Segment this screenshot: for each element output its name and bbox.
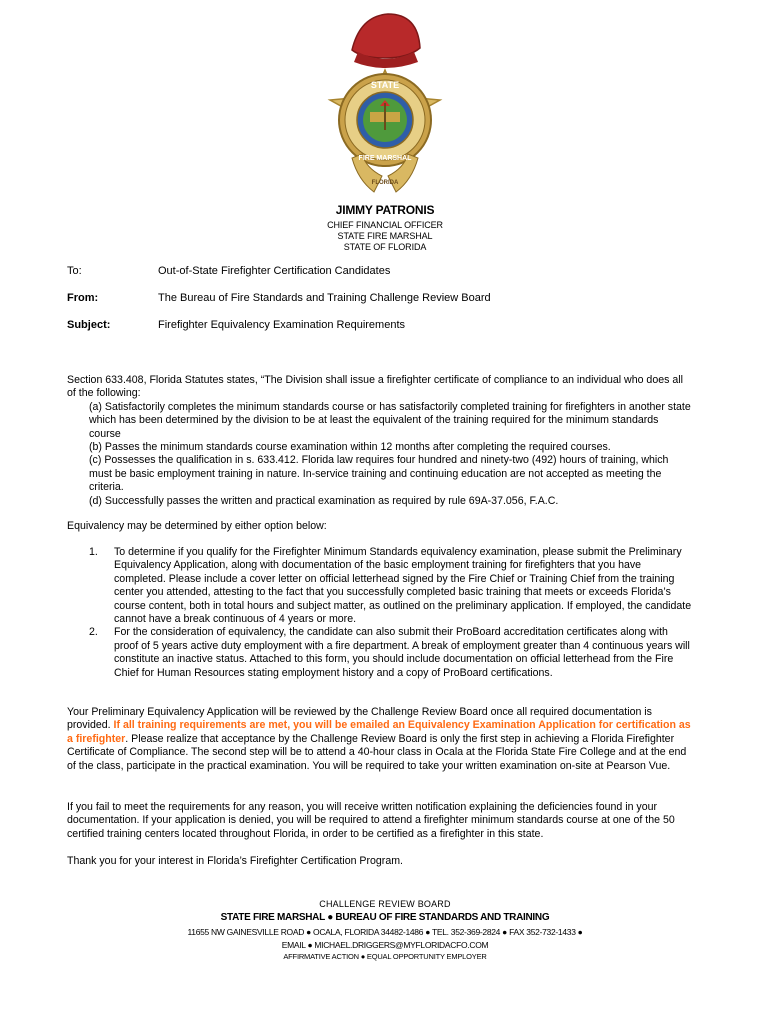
memo-from-label: From: <box>67 292 99 304</box>
option-text: For the consideration of equivalency, the candidate can also submit their ProBoard accreditation certificates along with proof of 5 years active duty employment with a fire department. A break of employment greater than 4 continuous years will constitute an inactive status. Attached to this form, you should include documentation on official letterhead from the Fire Chief for Human Resources stating employment history and a copy of ProBoard certifications. <box>114 626 690 679</box>
criteria-text: Passes the minimum standards course examination within 12 months after completing the required courses. <box>104 441 611 454</box>
officer-title-line: CHIEF FINANCIAL OFFICER <box>327 220 443 230</box>
option-item <box>67 546 692 626</box>
criteria-marker: (d) <box>89 494 102 507</box>
criteria-item <box>67 441 692 454</box>
criteria-text: Possesses the qualification in s. 633.412. Florida law requires four hundred and ninety-two (492) hours of training, which must be basic employment training in nature. In-service training and continuing education are not accepted as meeting the criteria. <box>89 454 669 494</box>
option-item <box>67 626 692 680</box>
prelim-text-continued: . Please realize that acceptance by the Challenge Review Board is only the first step in achieving a Florida Firefighter Certificate of Compliance. The second step will be to attend a 40-hour class in Ocala at the Florida State Fire College and at the end of the class, participate in the practical examination. You will be required to take your written examination on-site at Pearson Vue. <box>67 732 687 772</box>
officer-name: JIMMY PATRONIS <box>335 203 435 217</box>
criteria-text: Satisfactorily completes the minimum standards course or has satisfactorily completed training for firefighters in another state which has been determined by the division to be at least the equivalent of the training required for the minimum standards course <box>89 400 691 440</box>
memo-subject-label: Subject: <box>67 319 111 331</box>
equivalency-intro: Equivalency may be determined by either option below: <box>67 520 327 532</box>
thank-you-line: Thank you for your interest in Florida’s Firefighter Certification Program. <box>67 855 403 867</box>
statute-intro: Section 633.408, Florida Statutes states, “The Division shall issue a firefighter certificate of compliance to an individual who does all of the following: <box>67 374 683 400</box>
memo-to-label: To: <box>67 265 82 277</box>
badge-text-top: STATE <box>370 80 400 90</box>
badge-text-bottom: FIRE MARSHAL <box>358 155 412 162</box>
option-number: 1. <box>89 546 98 558</box>
officer-title-line: STATE OF FLORIDA <box>343 242 427 252</box>
state-fire-marshal-badge-icon <box>300 8 470 198</box>
officer-title-line: STATE FIRE MARSHAL <box>337 231 433 241</box>
prelim-highlight-text: If all training requirements are met, you will be emailed an Equivalency Examination Application for certification as a firefighter <box>67 719 691 745</box>
criteria-item <box>67 454 692 494</box>
criteria-marker: (c) <box>89 454 102 467</box>
criteria-marker: (b) <box>89 441 102 454</box>
memo-subject-value: Firefighter Equivalency Examination Requirements <box>158 319 406 331</box>
memo-from-value: The Bureau of Fire Standards and Training Challenge Review Board <box>158 292 491 304</box>
prelim-text: Your Preliminary Equivalency Application will be reviewed by the Challenge Review Board once all required documentation is provided. <box>67 706 652 732</box>
memo-to-value: Out-of-State Firefighter Certification Candidates <box>158 265 391 277</box>
criteria-item <box>67 401 692 441</box>
badge-text-state: FLORIDA <box>371 180 399 186</box>
footer-eeo: AFFIRMATIVE ACTION ● EQUAL OPPORTUNITY EMPLOYER <box>283 952 487 961</box>
preliminary-application-paragraph <box>67 706 692 773</box>
footer-email: EMAIL ● MICHAEL.DRIGGERS@MYFLORIDACFO.COM <box>281 940 489 950</box>
criteria-item <box>67 495 692 508</box>
criteria-text: Successfully passes the written and practical examination as required by rule 69A-37.056, F.A.C. <box>104 494 559 507</box>
footer-organization: STATE FIRE MARSHAL ● BUREAU OF FIRE STANDARDS AND TRAINING <box>220 912 550 923</box>
criteria-marker: (a) <box>89 400 102 413</box>
statute-section <box>67 374 692 508</box>
option-text: To determine if you qualify for the Firefighter Minimum Standards equivalency examination, please submit the Preliminary Equivalency Application, along with documentation of the basic employment training for firefighters that you have completed. Please include a cover letter on official letterhead signed by the Fire Chief or Training Chief from the training center you attended, attesting to the fact that you successfully completed basic training that meets or exceeds Florida’s course content, both in total hours and subject matter, as outlined on the preliminary application. If employed, the candidate cannot have a break continuous of 4 years or more. <box>114 546 692 626</box>
criteria-list <box>67 401 692 508</box>
requirements-failure-paragraph: If you fail to meet the requirements for any reason, you will receive written notification explaining the deficiencies found in your documentation. If your application is denied, you will be required to attend a firefighter minimum standards course at one of the 50 certified training centers located throughout Florida, in order to be certified as a firefighter in this state. <box>67 801 675 840</box>
footer-address: 11655 NW GAINESVILLE ROAD ● OCALA, FLORIDA 34482-1486 ● TEL. 352-369-2824 ● FAX 352-732-1433 ● <box>187 927 583 937</box>
footer-board: CHALLENGE REVIEW BOARD <box>319 899 451 909</box>
option-number: 2. <box>89 626 98 639</box>
equivalency-options-list <box>67 546 692 680</box>
